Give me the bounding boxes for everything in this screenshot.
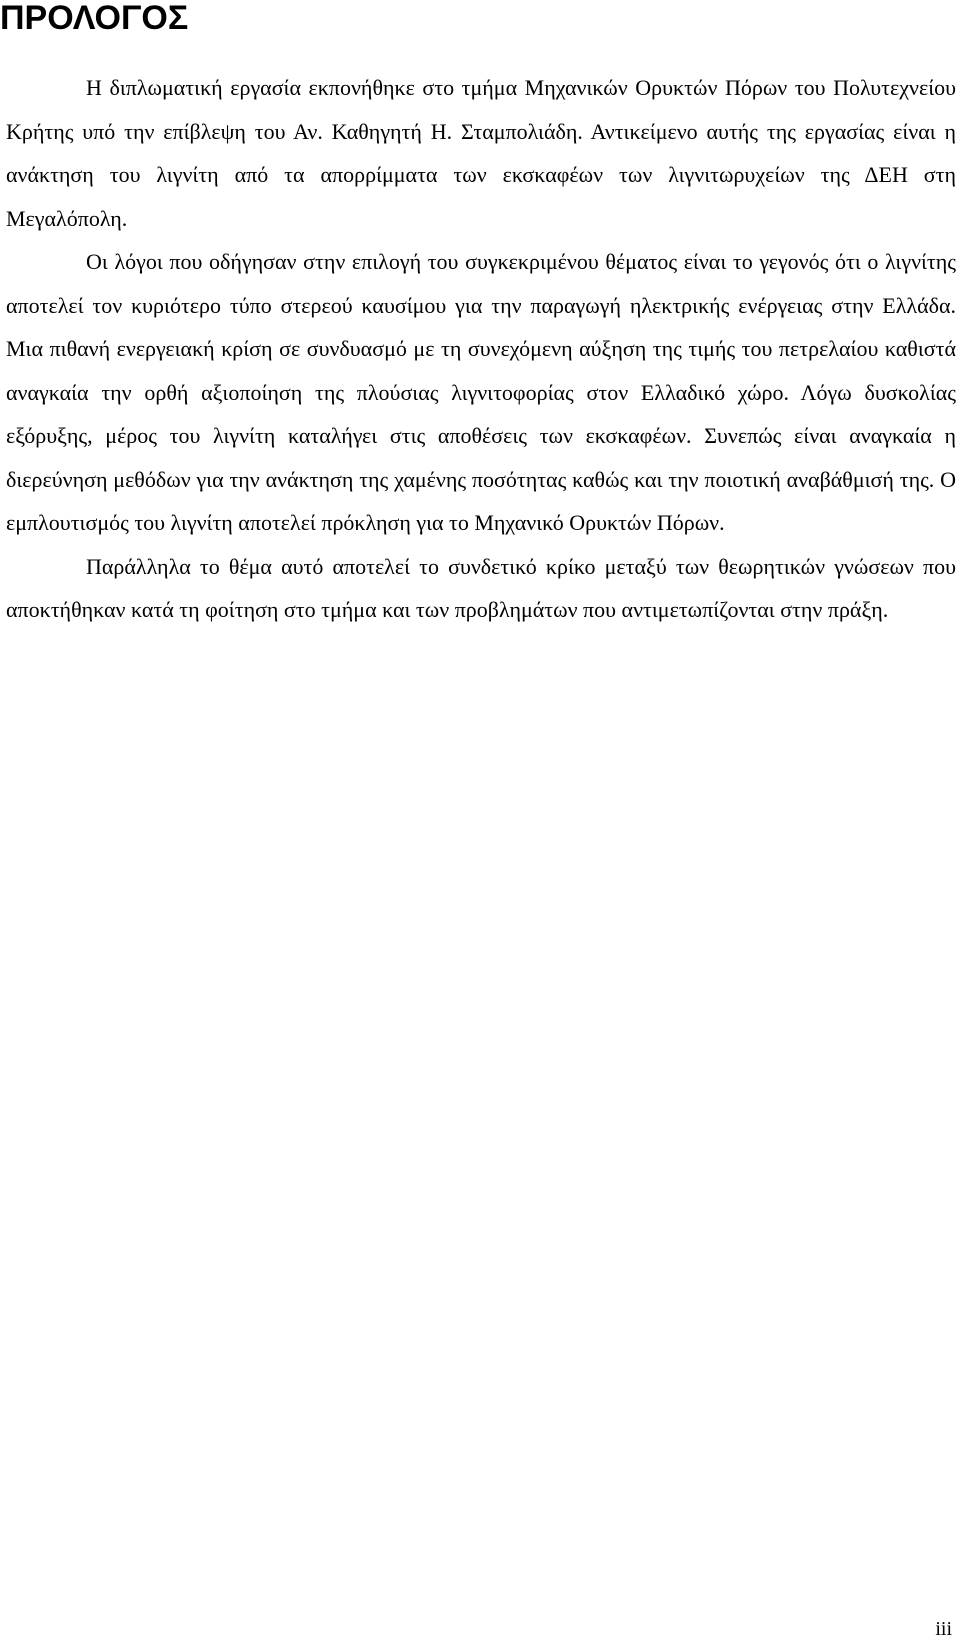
paragraph-intro: Η διπλωματική εργασία εκπονήθηκε στο τμήμα Μηχανικών Ορυκτών Πόρων του Πολυτεχνείου Κρήτης υπό την επίβλεψη του Αν. Καθηγητή Η. Σταμπολιάδη. Αντικείμενο αυτής της εργασίας είναι η ανάκτηση του λιγνίτη από τα απορρίμματα των εκσκαφέων των λιγνιτωρυχείων της ΔΕΗ στη Μεγαλόπολη. (6, 75, 956, 231)
body-text (6, 66, 956, 632)
paragraph-reasons: Οι λόγοι που οδήγησαν στην επιλογή του συγκεκριμένου θέματος είναι το γεγονός ότι ο λιγνίτης αποτελεί τον κυριότερο τύπο στερεού καυσίμου για την παραγωγή ηλεκτρικής ενέργειας στην Ελλάδα. Μια πιθανή ενεργειακή κρίση σε συνδυασμό με τη συνεχόμενη αύξηση της τιμής του πετρελαίου καθιστά αναγκαία την ορθή αξιοποίηση της πλούσιας λιγνιτοφορίας στον Ελλαδικό χώρο. Λόγω δυσκολίας εξόρυξης, μέρος του λιγνίτη καταλήγει στις αποθέσεις των εκσκαφέων. Συνεπώς είναι αναγκαία η διερεύνηση μεθόδων για την ανάκτηση της χαμένης ποσότητας καθώς και την ποιοτική αναβάθμισή της. Ο εμπλουτισμός του λιγνίτη αποτελεί πρόκληση για το Μηχανικό Ορυκτών Πόρων. (6, 249, 956, 535)
paragraph-parallel: Παράλληλα το θέμα αυτό αποτελεί το συνδετικό κρίκο μεταξύ των θεωρητικών γνώσεων που αποκτήθηκαν κατά τη φοίτηση στο τμήμα και των προβλημάτων που αντιμετωπίζονται στην πράξη. (6, 553, 956, 622)
page-title: ΠΡΟΛΟΓΟΣ (0, 0, 189, 37)
page-number: iii (935, 1618, 952, 1640)
